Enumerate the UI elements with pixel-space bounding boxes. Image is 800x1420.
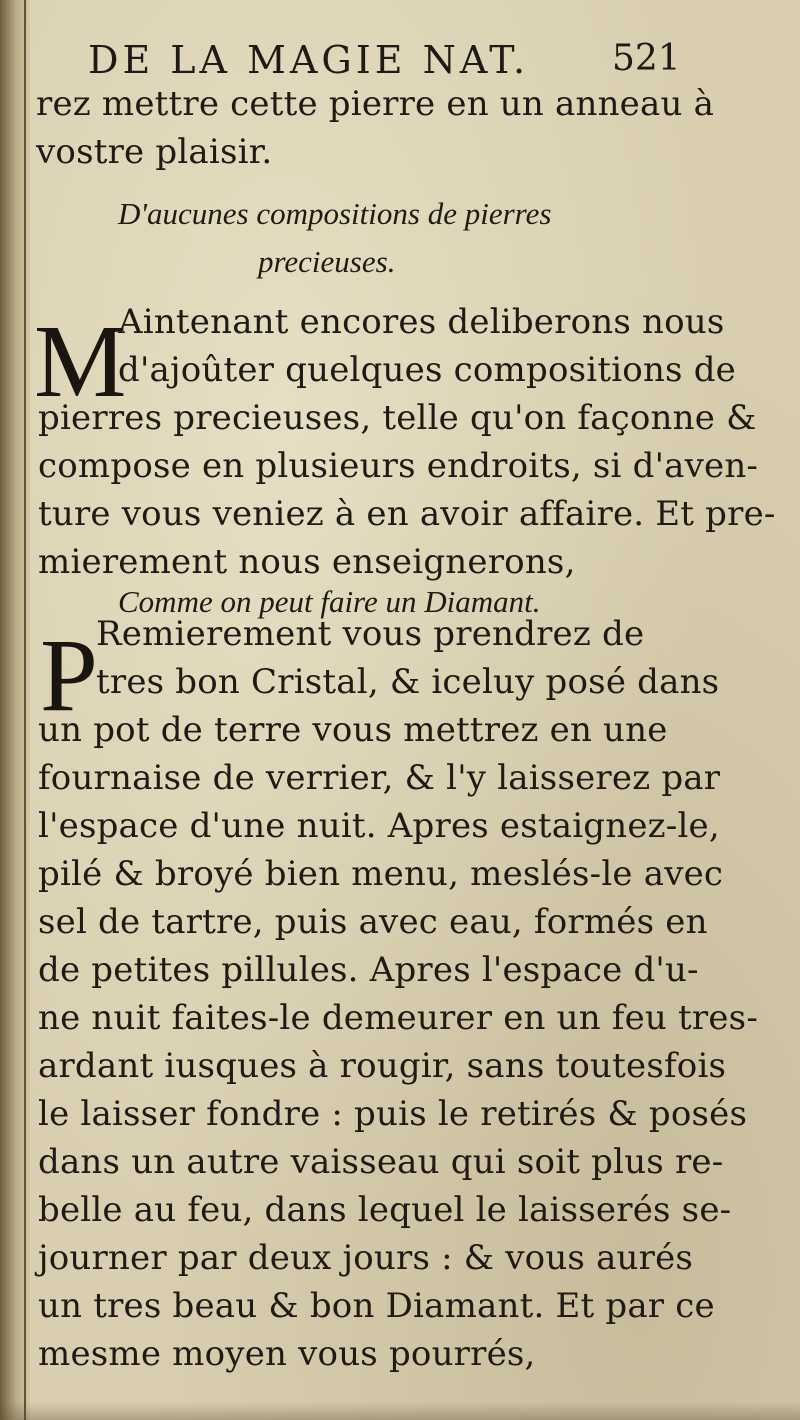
text-line: un pot de terre vous mettrez en une [38, 710, 668, 750]
page-number: 521 [612, 38, 681, 79]
text-line: pierres precieuses, telle qu'on façonne & [38, 398, 757, 438]
binding-edge-line [24, 0, 26, 1420]
section-title: D'aucunes compositions de pierres [118, 196, 552, 231]
text-line: l'espace d'une nuit. Apres estaignez-le, [38, 806, 720, 846]
text-line: ture vous veniez à en avoir affaire. Et pre- [38, 494, 776, 534]
subtitle: Comme on peut faire un Diamant. [118, 584, 541, 619]
text-line: vostre plaisir. [36, 132, 273, 172]
text-line: belle au feu, dans lequel le laisserés se- [38, 1190, 732, 1230]
running-title: DE LA MAGIE NAT. [88, 38, 530, 82]
text-line: mesme moyen vous pourrés, [38, 1334, 536, 1374]
text-line: pilé & broyé bien menu, meslés-le avec [38, 854, 724, 894]
text-line: ardant iusques à rougir, sans toutesfois [38, 1046, 727, 1086]
text-line: sel de tartre, puis avec eau, formés en [38, 902, 708, 942]
page-bottom-shadow [0, 1402, 800, 1420]
text-line: compose en plusieurs endroits, si d'aven- [38, 446, 759, 486]
text-line: tres bon Cristal, & iceluy posé dans [96, 662, 720, 702]
text-line: Aintenant encores deliberons nous [118, 302, 725, 342]
text-line: dans un autre vaisseau qui soit plus re- [38, 1142, 724, 1182]
text-line: un tres beau & bon Diamant. Et par ce [38, 1286, 715, 1326]
text-line: fournaise de verrier, & l'y laisserez par [38, 758, 721, 798]
section-title: precieuses. [258, 244, 396, 279]
drop-cap: P [40, 618, 98, 733]
text-line: mierement nous enseignerons, [38, 542, 576, 582]
text-line: Remierement vous prendrez de [96, 614, 645, 654]
text-line: ne nuit faites-le demeurer en un feu tres- [38, 998, 759, 1038]
text-line: journer par deux jours : & vous aurés [38, 1238, 694, 1278]
drop-cap: M [34, 304, 127, 419]
text-line: rez mettre cette pierre en un anneau à [36, 84, 715, 124]
text-line: de petites pillules. Apres l'espace d'u- [38, 950, 699, 990]
text-line: le laisser fondre : puis le retirés & posés [38, 1094, 748, 1134]
text-line: d'ajoûter quelques compositions de [118, 350, 736, 390]
